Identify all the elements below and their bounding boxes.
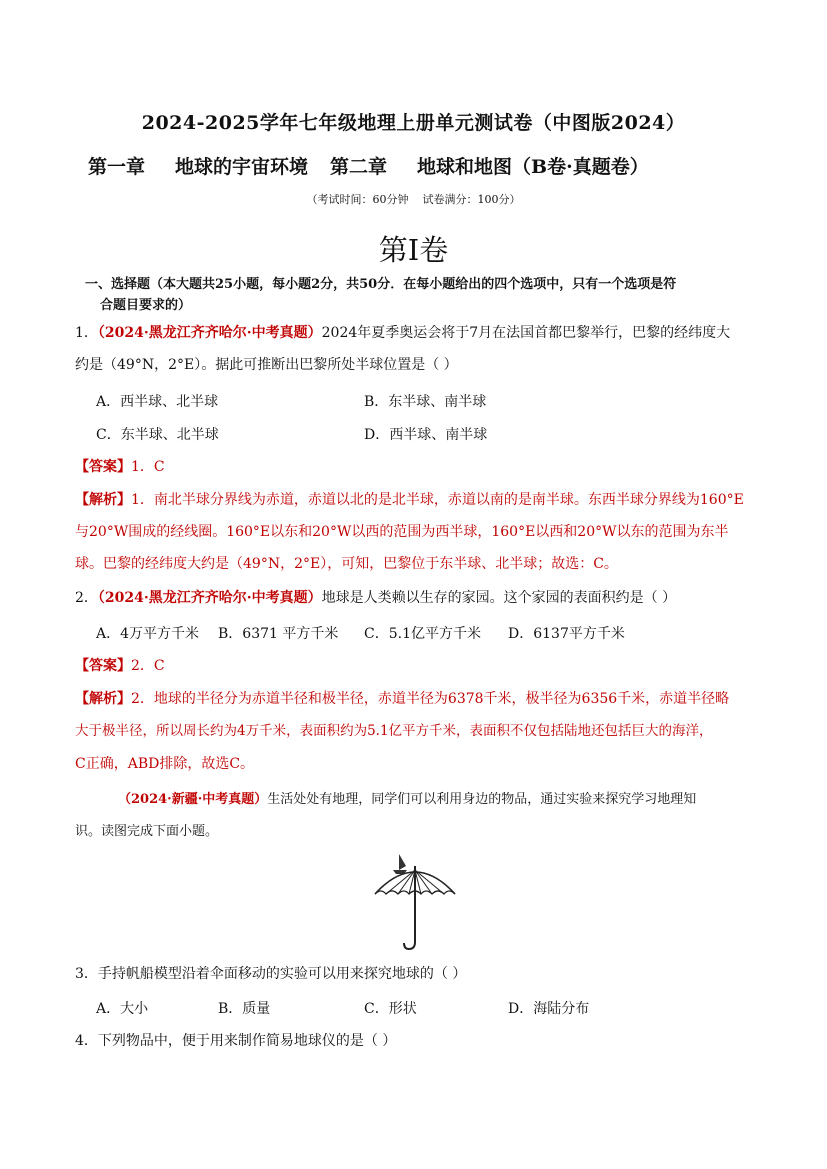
section-line-1: 一、选择题（本大题共25小题，每小题2分，共50分．在每小题给出的四个选项中，只有一个选项是符 bbox=[85, 277, 677, 292]
q2-analysis-label: 【解析】 bbox=[75, 691, 131, 707]
q1-option-d: D．西半球、南半球 bbox=[364, 427, 488, 443]
q1-source: （2024·黑龙江齐齐哈尔·中考真题） bbox=[97, 325, 322, 341]
q3-stem-text: 手持帆船模型沿着伞面移动的实验可以用来探究地球的（ ） bbox=[97, 966, 467, 982]
chapter2-label: 第二章 bbox=[330, 156, 388, 178]
exam-score: 试卷满分：100分） bbox=[422, 193, 521, 206]
q2-answer-value: 2．C bbox=[131, 658, 165, 674]
q2-analysis-line-3: C正确，ABD排除，故选C。 bbox=[75, 756, 255, 772]
q2-analysis-line-1 bbox=[75, 689, 729, 709]
q2-option-d: D．6137平方千米 bbox=[508, 626, 625, 642]
q1-answer bbox=[75, 457, 165, 477]
chapter-heading bbox=[88, 152, 649, 179]
chapter1-label: 第一章 bbox=[88, 156, 146, 178]
q1-option-a: A．西半球、北半球 bbox=[96, 394, 219, 410]
q1-number: 1． bbox=[75, 325, 98, 341]
q4-number: 4． bbox=[75, 1033, 98, 1049]
q1-stem-text: 2024年夏季奥运会将于7月在法国首都巴黎举行，巴黎的经纬度大 bbox=[321, 325, 731, 341]
q3-number: 3． bbox=[75, 966, 98, 982]
q2-stem-text: 地球是人类赖以生存的家园。这个家园的表面积约是（ ） bbox=[321, 590, 677, 606]
q4-stem bbox=[75, 1031, 396, 1051]
q1-stem-line-2: 约是（49°N，2°E）。据此可推断出巴黎所处半球位置是（ ） bbox=[75, 357, 458, 373]
q3-option-d: D．海陆分布 bbox=[508, 1001, 590, 1017]
q1-analysis-text-1: 1．南北半球分界线为赤道，赤道以北的是北半球，赤道以南的是南半球。东西半球分界线为160°E bbox=[131, 492, 744, 508]
q2-option-c: C．5.1亿平方千米 bbox=[364, 626, 481, 642]
group-source: （2024·新疆·中考真题） bbox=[118, 792, 268, 807]
q1-option-b: B．东半球、南半球 bbox=[364, 394, 487, 410]
q3-option-b: B．质量 bbox=[218, 1001, 271, 1017]
chapter1-name: 地球的宇宙环境 bbox=[175, 156, 309, 178]
q2-option-a: A．4万平方千米 bbox=[96, 626, 200, 642]
exam-info bbox=[0, 191, 827, 207]
q1-option-c: C．东半球、北半球 bbox=[96, 427, 219, 443]
q3-stem bbox=[75, 964, 466, 984]
q1-analysis-line-1 bbox=[75, 490, 744, 510]
exam-title: 2024-2025学年七年级地理上册单元测试卷（中图版2024） bbox=[141, 112, 686, 134]
q1-answer-label: 【答案】 bbox=[75, 459, 131, 475]
umbrella-boat-figure bbox=[370, 852, 460, 952]
q2-analysis-line-2: 大于极半径，所以周长约为4万千米，表面积约为5.1亿平方千米，表面积不仅包括陆地还包括巨大的海洋， bbox=[75, 723, 713, 739]
section-line-2: 合题目要求的） bbox=[100, 298, 192, 313]
q1-analysis-line-3: 球。巴黎的经纬度大约是（49°N，2°E），可知，巴黎位于东半球、北半球；故选：C。 bbox=[75, 556, 618, 572]
q3-option-a: A．大小 bbox=[96, 1001, 149, 1017]
q1-analysis-line-2: 与20°W围成的经线圈。160°E以东和20°W以西的范围为西半球，160°E以西和20°W以东的范围为东半 bbox=[75, 524, 729, 540]
q2-source: （2024·黑龙江齐齐哈尔·中考真题） bbox=[97, 590, 322, 606]
q2-number: 2． bbox=[75, 590, 98, 606]
q1-analysis-label: 【解析】 bbox=[75, 492, 131, 508]
group-stem-text: 生活处处有地理，同学们可以利用身边的物品，通过实验来探究学习地理知 bbox=[267, 792, 697, 807]
q2-analysis-text-1: 2．地球的半径分为赤道半径和极半径，赤道半径为6378千米，极半径为6356千米，赤道半径略 bbox=[131, 691, 730, 707]
group-stem-line-2: 识。读图完成下面小题。 bbox=[75, 824, 219, 839]
section-heading bbox=[85, 274, 765, 316]
q3-option-c: C．形状 bbox=[364, 1001, 417, 1017]
q1-stem-line-1 bbox=[75, 323, 730, 343]
chapter2-name: 地球和地图（B卷·真题卷） bbox=[417, 156, 649, 178]
volume-title: 第I卷 bbox=[378, 233, 449, 267]
q4-stem-text: 下列物品中，便于用来制作简易地球仪的是（ ） bbox=[97, 1033, 397, 1049]
q1-answer-value: 1．C bbox=[131, 459, 165, 475]
exam-time: （考试时间：60分钟 bbox=[306, 193, 409, 206]
group-stem-line-1 bbox=[118, 790, 696, 810]
q2-answer bbox=[75, 656, 165, 676]
q2-option-b: B．6371 平方千米 bbox=[218, 626, 339, 642]
q2-stem bbox=[75, 588, 676, 608]
sailboat-icon bbox=[393, 854, 407, 874]
q2-answer-label: 【答案】 bbox=[75, 658, 131, 674]
